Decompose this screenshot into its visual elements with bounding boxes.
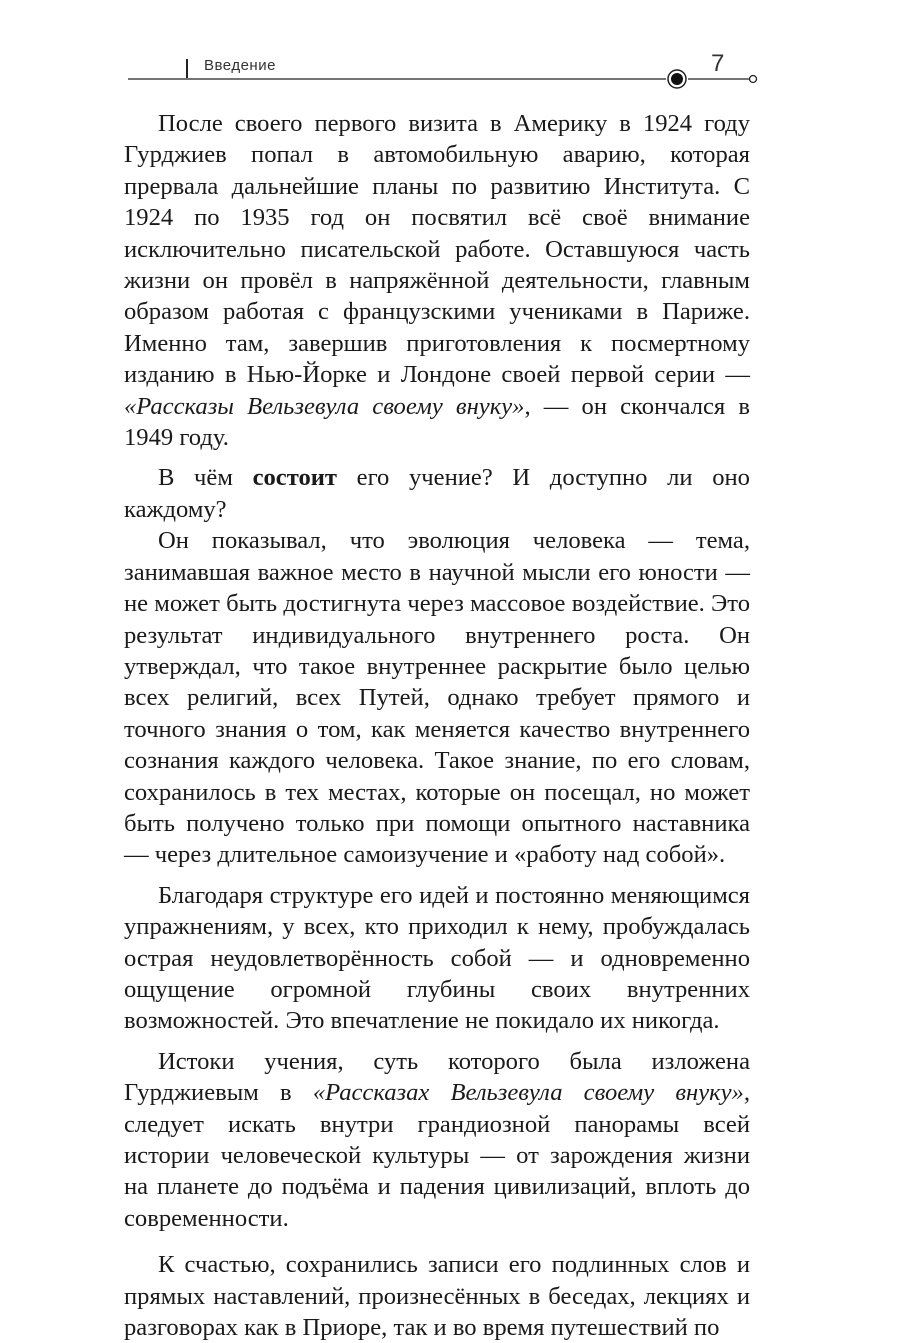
paragraph-5: Истоки учения, суть которого была изложена Гурджиевым в «Рассказах Вельзевула своему внуку», следует искать внутри грандиозной панорамы всей истории человеческой культуры — от зарождения жизни на планете до подъёма и падения цивилизаций, вплоть до современности. <box>124 1047 750 1232</box>
page-number: 7 <box>711 50 725 77</box>
book-title: «Рассказах Вельзевула своему внуку» <box>312 1079 744 1107</box>
book-title: «Рассказы Вельзевула своему внуку» <box>124 392 525 420</box>
paragraph-1: После своего первого визита в Америку в 1924 году Гурджиев попал в автомобильную аварию, которая прервала дальнейшие планы по развитию Института. С 1924 по 1935 год он посвятил всё своё внимание исключительно писательской работе. Оставшуюся часть жизни он провёл в напряжённой деятельности, главным образом работая с французскими учениками в Париже. Именно там, завершив приготовления к посмертному изданию в Нью-Йорке и Лондоне своей первой серии — «Рассказы Вельзевула своему внуку», — он скончался в 1949 году. <box>124 110 751 452</box>
paragraph-4: Благодаря структуре его идей и постоянно меняющимся упражнениям, у всех, кто приходил к нему, пробуждалась острая неудовлетворённость собой — и одновременно ощущение огромной глубины своих внутренних возможностей. Это впечатление не покидало их никогда. <box>124 881 750 1035</box>
bold-word: состоит <box>252 464 337 492</box>
paragraph-2: В чём состоит его учение? И доступно ли оно каждому? <box>124 464 750 523</box>
body-text <box>124 108 750 1343</box>
paragraph-6: К счастью, сохранились записи его подлинных слов и прямых наставлений, произнесённых в беседах, лекциях и разговорах как в Приоре, так и во время путешествий по <box>124 1251 750 1342</box>
section-title: Введение <box>204 57 276 74</box>
header-ornament-icon <box>128 50 768 90</box>
paragraph-3: Он показывал, что эволюция человека — тема, занимавшая важное место в научной мысли его юности — не может быть достигнута через массовое воздействие. Это результат индивидуального внутреннего роста. Он утверждал, что такое внутреннее раскрытие было целью всех религий, всех Путей, однако требует прямого и точного знания о том, как меняется качество внутреннего сознания каждого человека. Такое знание, по его словам, сохранилось в тех местах, которые он посещал, но может быть получено только при помощи опытного наставника — через длительное самоизучение и «работу над собой». <box>124 527 750 869</box>
running-header <box>128 50 768 90</box>
